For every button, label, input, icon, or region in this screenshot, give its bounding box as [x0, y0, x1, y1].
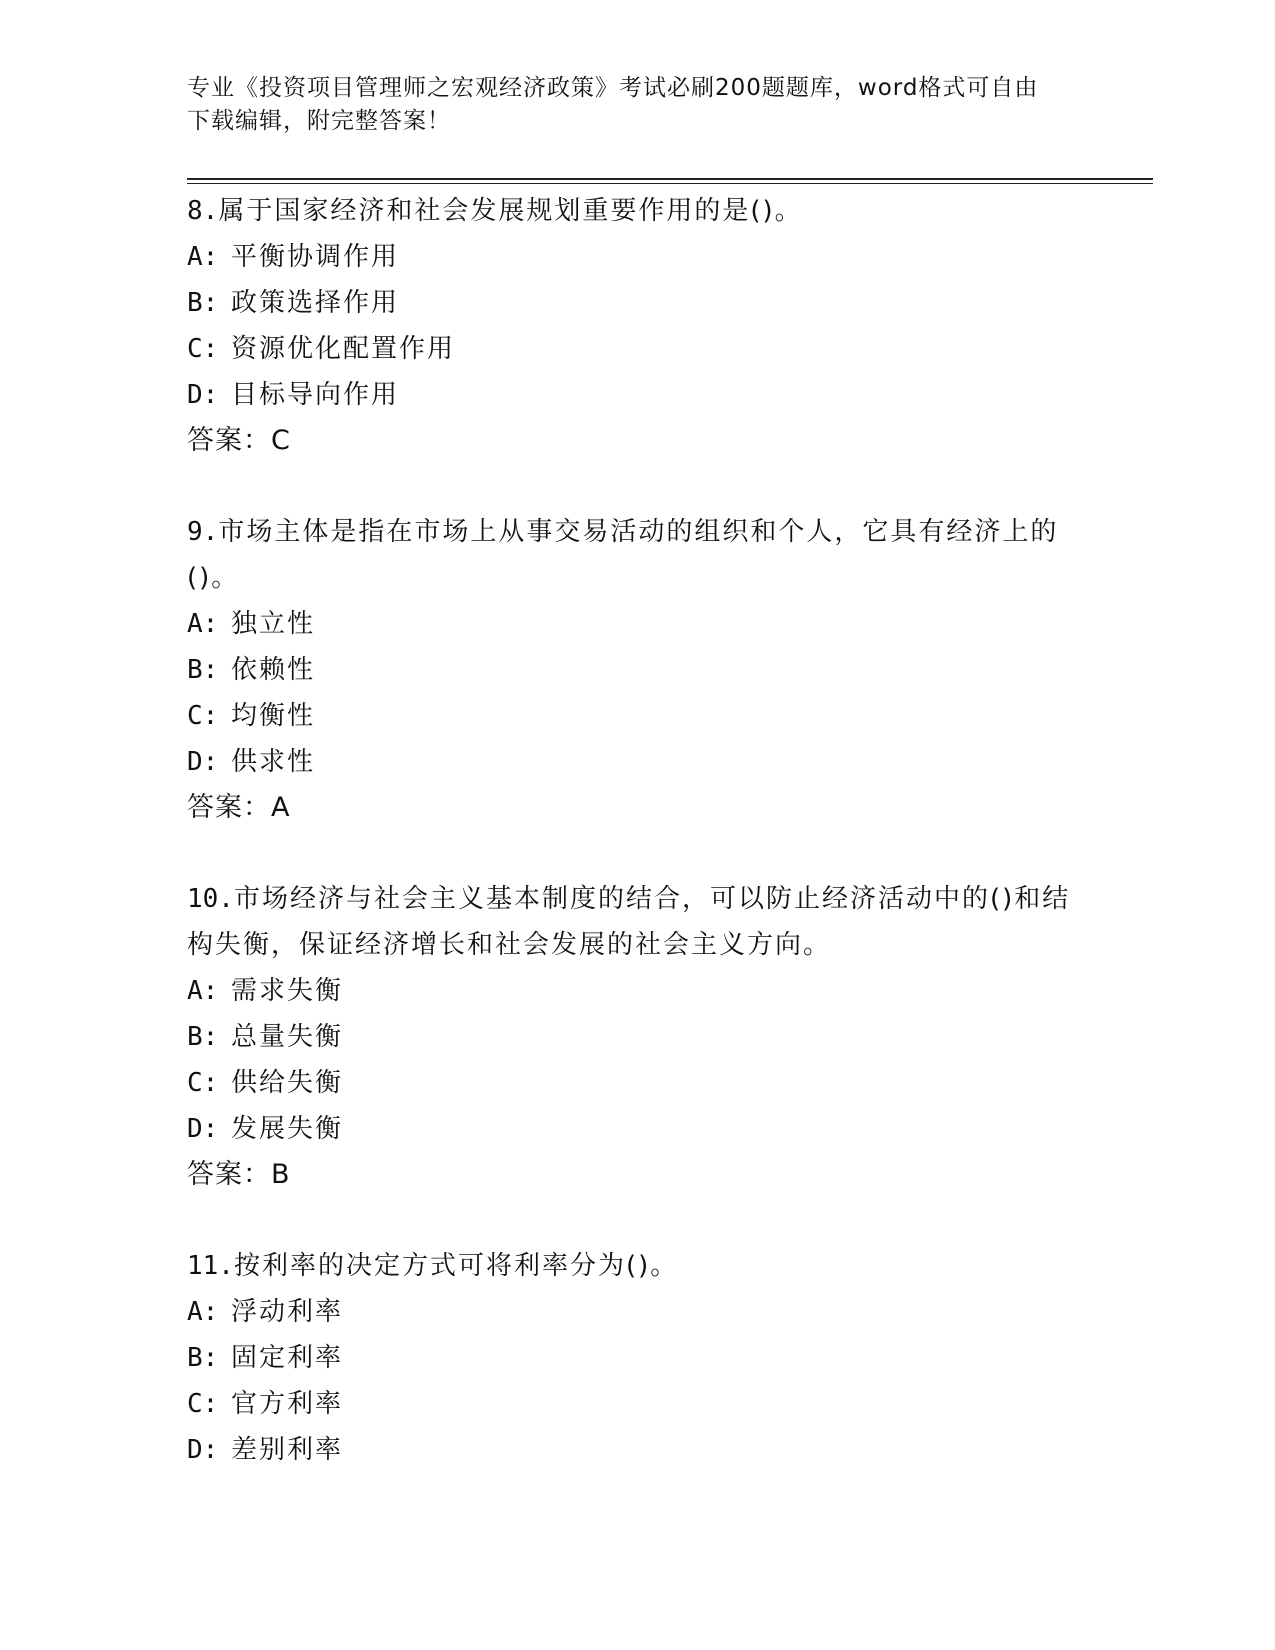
- option-c: [187, 693, 1087, 739]
- option-text: 需求失衡: [231, 976, 344, 1006]
- question-text: 市场主体是指在市场上从事交易活动的组织和个人，它具有经济上的()。: [187, 517, 1059, 593]
- option-letter: D:: [187, 747, 219, 777]
- option-b: [187, 280, 1087, 326]
- option-letter: A:: [187, 976, 219, 1006]
- header-rule-thick: [187, 178, 1153, 180]
- question-text: 属于国家经济和社会发展规划重要作用的是()。: [218, 196, 803, 226]
- option-d: [187, 1106, 1087, 1152]
- option-letter: B:: [187, 288, 219, 318]
- question-stem: [187, 1243, 1087, 1289]
- header-line-1: 专业《投资项目管理师之宏观经济政策》考试必刷200题题库，word格式可自由: [187, 75, 1039, 101]
- question-stem: [187, 876, 1087, 968]
- option-text: 发展失衡: [231, 1114, 344, 1144]
- option-text: 官方利率: [231, 1389, 344, 1419]
- option-text: 目标导向作用: [231, 380, 400, 410]
- option-letter: C:: [187, 701, 219, 731]
- question-spacer: [187, 1198, 1087, 1243]
- option-letter: D:: [187, 1114, 219, 1144]
- option-a: [187, 601, 1087, 647]
- option-text: 独立性: [231, 609, 316, 639]
- option-c: [187, 1060, 1087, 1106]
- answer-line: 答案：A: [187, 792, 291, 823]
- option-letter: D:: [187, 380, 219, 410]
- option-a: [187, 234, 1087, 280]
- option-text: 总量失衡: [231, 1022, 344, 1052]
- option-c: [187, 326, 1087, 372]
- question-text: 按利率的决定方式可将利率分为()。: [233, 1251, 679, 1281]
- option-text: 供求性: [231, 747, 316, 777]
- question-10: [187, 876, 1087, 1198]
- question-11: [187, 1243, 1087, 1473]
- option-text: 固定利率: [231, 1343, 344, 1373]
- option-letter: C:: [187, 1389, 219, 1419]
- option-letter: A:: [187, 242, 219, 272]
- question-9: [187, 509, 1087, 831]
- option-text: 平衡协调作用: [231, 242, 400, 272]
- question-8: [187, 188, 1087, 464]
- option-a: [187, 1289, 1087, 1335]
- option-b: [187, 1014, 1087, 1060]
- answer-line: 答案：B: [187, 1159, 291, 1190]
- option-letter: C:: [187, 334, 219, 364]
- option-d: [187, 739, 1087, 785]
- option-d: [187, 1427, 1087, 1473]
- question-number: 11.: [187, 1251, 234, 1281]
- option-a: [187, 968, 1087, 1014]
- option-letter: B:: [187, 1022, 219, 1052]
- option-b: [187, 1335, 1087, 1381]
- question-number: 9.: [187, 517, 219, 547]
- option-text: 资源优化配置作用: [231, 334, 456, 364]
- option-letter: D:: [187, 1435, 219, 1465]
- option-text: 均衡性: [231, 701, 316, 731]
- question-spacer: [187, 464, 1087, 509]
- option-letter: A:: [187, 609, 219, 639]
- option-text: 差别利率: [231, 1435, 344, 1465]
- question-stem: [187, 188, 1087, 234]
- option-text: 政策选择作用: [231, 288, 400, 318]
- option-text: 供给失衡: [231, 1068, 344, 1098]
- question-stem: [187, 509, 1087, 601]
- option-c: [187, 1381, 1087, 1427]
- option-letter: C:: [187, 1068, 219, 1098]
- option-letter: B:: [187, 655, 219, 685]
- option-letter: B:: [187, 1343, 219, 1373]
- option-b: [187, 647, 1087, 693]
- question-number: 10.: [187, 884, 234, 914]
- question-text: 市场经济与社会主义基本制度的结合，可以防止经济活动中的()和结构失衡，保证经济增长和社会发展的社会主义方向。: [187, 884, 1071, 960]
- answer-line: 答案：C: [187, 425, 291, 456]
- question-number: 8.: [187, 196, 219, 226]
- header-rule-thin: [187, 183, 1153, 184]
- document-header: [187, 72, 1067, 138]
- option-letter: A:: [187, 1297, 219, 1327]
- option-text: 浮动利率: [231, 1297, 344, 1327]
- header-line-2: 下载编辑，附完整答案！: [187, 108, 451, 134]
- option-d: [187, 372, 1087, 418]
- question-list: [187, 188, 1087, 1473]
- question-spacer: [187, 831, 1087, 876]
- option-text: 依赖性: [231, 655, 316, 685]
